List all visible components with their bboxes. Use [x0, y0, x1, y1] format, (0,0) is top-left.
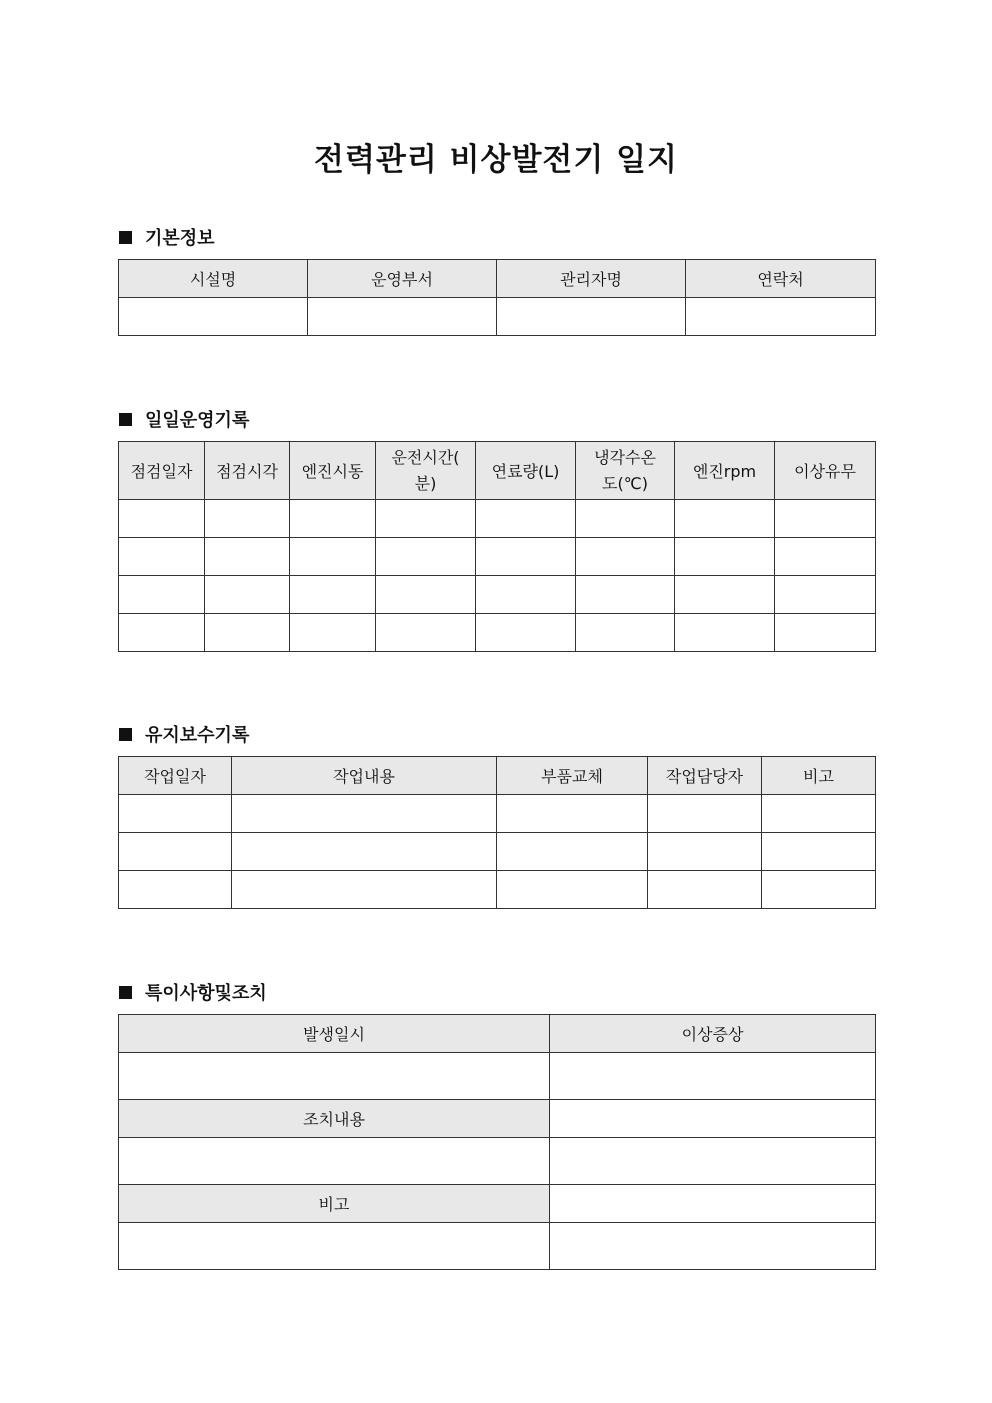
header-facility-name: 시설명 — [119, 260, 308, 298]
table-header-row — [119, 1015, 876, 1053]
table-cell[interactable] — [119, 614, 205, 652]
table-cell[interactable] — [497, 795, 648, 833]
table-cell[interactable] — [550, 1053, 876, 1100]
table-cell[interactable] — [576, 500, 675, 538]
table-row — [119, 500, 876, 538]
table-cell[interactable] — [205, 500, 290, 538]
table-cell[interactable] — [550, 1100, 876, 1138]
table-row — [119, 795, 876, 833]
table-row — [119, 298, 876, 336]
table-cell[interactable] — [119, 538, 205, 576]
table-cell[interactable] — [497, 833, 648, 871]
table-cell[interactable] — [762, 795, 876, 833]
table-row — [119, 576, 876, 614]
table-cell[interactable] — [205, 538, 290, 576]
table-cell[interactable] — [119, 833, 232, 871]
table-cell[interactable] — [675, 538, 775, 576]
table-cell[interactable] — [576, 576, 675, 614]
table-cell[interactable] — [290, 500, 376, 538]
square-bullet-icon — [119, 728, 132, 741]
section-title: 유지보수기록 — [145, 725, 250, 746]
table-row — [119, 614, 876, 652]
table-cell[interactable] — [648, 833, 762, 871]
maintenance-table — [118, 756, 876, 909]
square-bullet-icon — [119, 986, 132, 999]
section-heading-special — [119, 979, 267, 1005]
table-cell[interactable] — [576, 614, 675, 652]
header-work-date: 작업일자 — [119, 757, 232, 795]
header-engine-rpm: 엔진rpm — [675, 442, 775, 500]
daily-operation-table — [118, 441, 876, 652]
facility-name-cell[interactable] — [119, 298, 308, 336]
header-inspection-time: 점검시각 — [205, 442, 290, 500]
table-cell[interactable] — [476, 614, 576, 652]
contact-cell[interactable] — [686, 298, 876, 336]
table-cell[interactable] — [476, 576, 576, 614]
table-cell[interactable] — [119, 576, 205, 614]
section-title: 기본정보 — [145, 228, 215, 249]
table-cell[interactable] — [576, 538, 675, 576]
special-notes-table — [118, 1014, 876, 1270]
table-cell[interactable] — [232, 833, 497, 871]
table-cell[interactable] — [775, 538, 876, 576]
section-heading-maintenance — [119, 721, 249, 747]
header-engine-start: 엔진시동 — [290, 442, 376, 500]
table-cell[interactable] — [205, 576, 290, 614]
header-occurrence-datetime: 발생일시 — [119, 1015, 550, 1053]
table-cell[interactable] — [762, 833, 876, 871]
header-worker: 작업담당자 — [648, 757, 762, 795]
header-abnormal-symptom: 이상증상 — [550, 1015, 876, 1053]
table-header-row — [119, 442, 876, 500]
department-cell[interactable] — [308, 298, 497, 336]
manager-name-cell[interactable] — [497, 298, 686, 336]
table-row — [119, 833, 876, 871]
table-row — [119, 538, 876, 576]
table-cell[interactable] — [376, 576, 476, 614]
table-cell[interactable] — [675, 614, 775, 652]
table-cell[interactable] — [119, 871, 232, 909]
table-cell[interactable] — [376, 614, 476, 652]
table-cell[interactable] — [205, 614, 290, 652]
header-inspection-date: 점검일자 — [119, 442, 205, 500]
section-title: 특이사항및조치 — [145, 983, 267, 1004]
table-cell[interactable] — [119, 795, 232, 833]
table-cell[interactable] — [376, 538, 476, 576]
header-action-content: 조치내용 — [119, 1100, 550, 1138]
header-runtime — [376, 442, 476, 500]
table-cell[interactable] — [376, 500, 476, 538]
header-abnormality: 이상유무 — [775, 442, 876, 500]
header-fuel-level: 연료량(L) — [476, 442, 576, 500]
table-row — [119, 1185, 876, 1223]
header-parts-replaced: 부품교체 — [497, 757, 648, 795]
section-heading-basic — [119, 224, 215, 250]
table-cell[interactable] — [550, 1185, 876, 1223]
table-cell[interactable] — [675, 576, 775, 614]
action-content-cell[interactable] — [119, 1138, 550, 1185]
occurrence-datetime-cell[interactable] — [119, 1053, 550, 1100]
header-coolant-line2: 도(℃) — [602, 473, 648, 493]
header-coolant-line1: 냉각수온 — [594, 447, 656, 467]
table-row — [119, 1223, 876, 1270]
table-row — [119, 871, 876, 909]
header-coolant-temp — [576, 442, 675, 500]
table-cell[interactable] — [497, 871, 648, 909]
table-cell[interactable] — [290, 576, 376, 614]
table-cell[interactable] — [232, 795, 497, 833]
table-cell[interactable] — [775, 614, 876, 652]
table-cell[interactable] — [775, 500, 876, 538]
header-runtime-line1: 운전시간( — [391, 447, 460, 467]
section-title: 일일운영기록 — [145, 410, 250, 431]
header-contact: 연락처 — [686, 260, 876, 298]
table-header-row — [119, 757, 876, 795]
page-title: 전력관리 비상발전기 일지 — [314, 142, 678, 178]
table-row — [119, 1053, 876, 1100]
table-cell[interactable] — [476, 538, 576, 576]
header-department: 운영부서 — [308, 260, 497, 298]
table-cell[interactable] — [762, 871, 876, 909]
header-runtime-line2: 분) — [414, 473, 437, 493]
table-cell[interactable] — [648, 795, 762, 833]
header-work-content: 작업내용 — [232, 757, 497, 795]
table-cell[interactable] — [648, 871, 762, 909]
header-manager-name: 관리자명 — [497, 260, 686, 298]
table-row — [119, 1138, 876, 1185]
table-cell[interactable] — [550, 1138, 876, 1185]
note-cell[interactable] — [119, 1223, 550, 1270]
header-remarks: 비고 — [762, 757, 876, 795]
table-cell[interactable] — [290, 614, 376, 652]
table-cell[interactable] — [119, 500, 205, 538]
table-cell[interactable] — [290, 538, 376, 576]
table-row — [119, 1100, 876, 1138]
table-cell[interactable] — [476, 500, 576, 538]
table-cell[interactable] — [775, 576, 876, 614]
table-header-row — [119, 260, 876, 298]
header-note: 비고 — [119, 1185, 550, 1223]
section-heading-daily — [119, 406, 249, 432]
square-bullet-icon — [119, 413, 132, 426]
table-cell[interactable] — [550, 1223, 876, 1270]
square-bullet-icon — [119, 231, 132, 244]
table-cell[interactable] — [675, 500, 775, 538]
table-cell[interactable] — [232, 871, 497, 909]
basic-info-table — [118, 259, 876, 336]
